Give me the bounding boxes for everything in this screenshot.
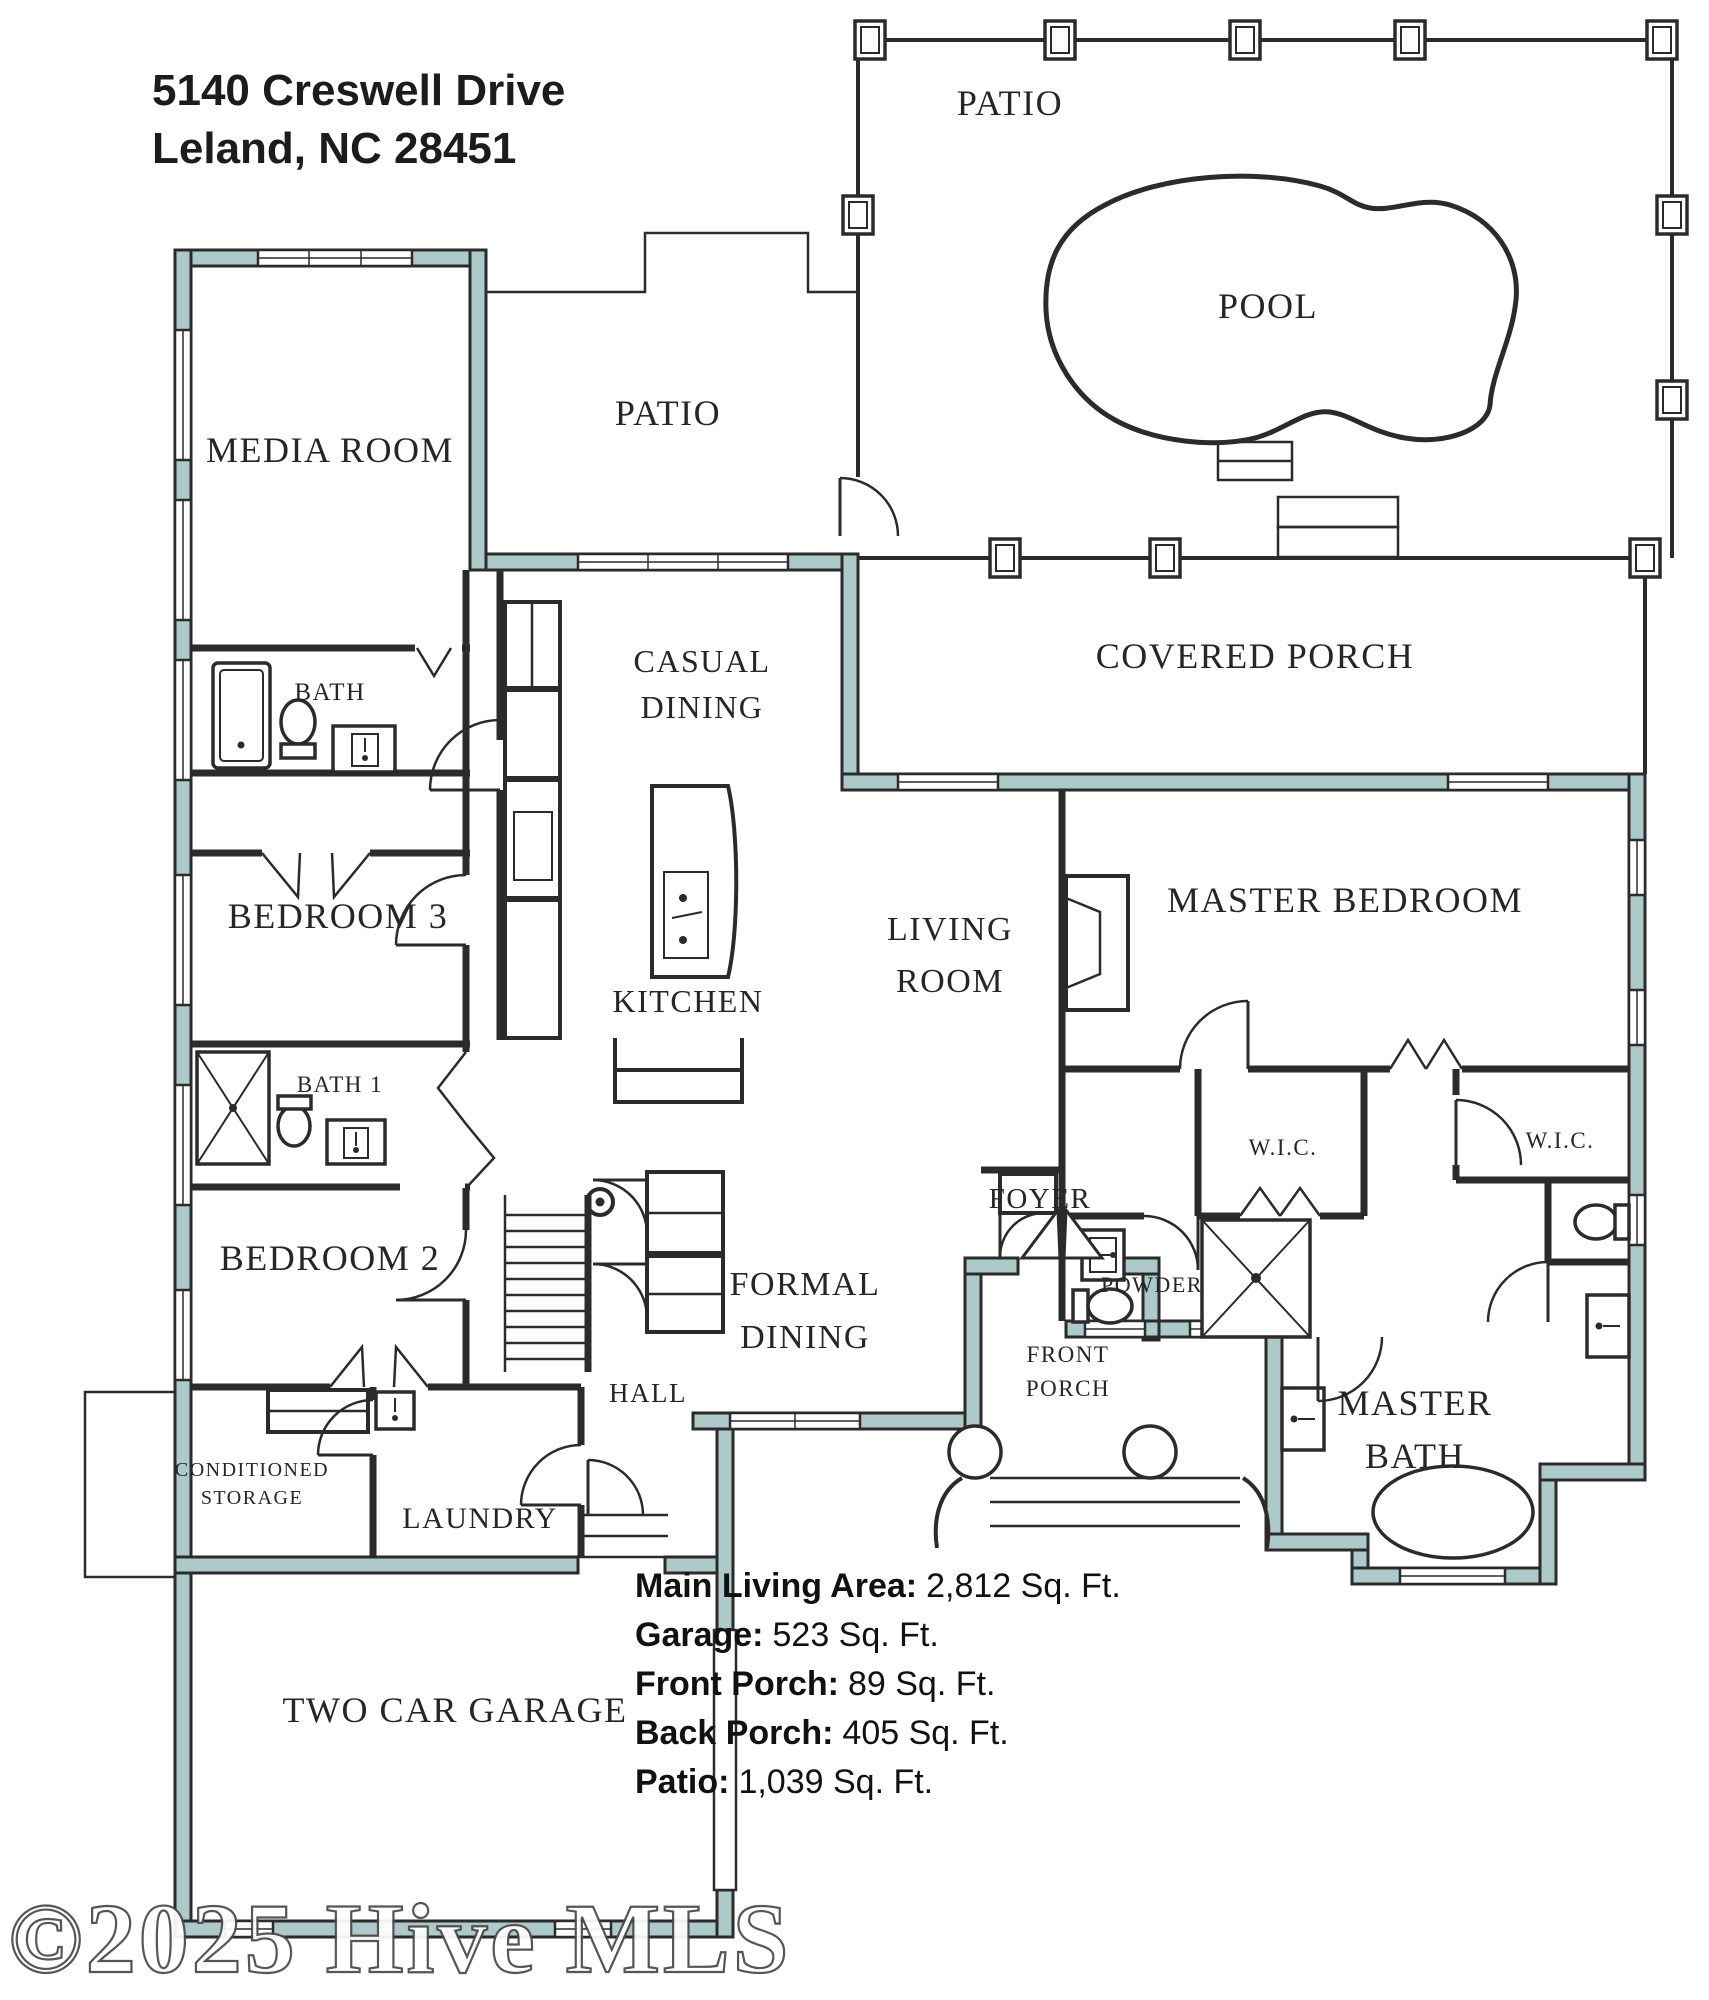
label-master-bath-2: BATH bbox=[1364, 1436, 1466, 1476]
kitchen-counters bbox=[505, 602, 560, 1038]
left-patio-outline bbox=[486, 233, 898, 536]
label-formal-2: DINING bbox=[740, 1319, 870, 1356]
label-covered-porch: COVERED PORCH bbox=[1095, 636, 1415, 676]
bath-sink-icon bbox=[333, 726, 395, 772]
label-bath1: BATH 1 bbox=[296, 1072, 384, 1097]
label-front-porch-1: FRONT bbox=[1026, 1342, 1110, 1367]
address-line-1: 5140 Creswell Drive bbox=[152, 66, 566, 115]
label-front-porch-2: PORCH bbox=[1025, 1376, 1111, 1401]
address-line-2: Leland, NC 28451 bbox=[152, 124, 517, 173]
stat-garage: Garage: 523 Sq. Ft. bbox=[635, 1616, 939, 1654]
bath1-shower-icon bbox=[197, 1052, 269, 1164]
wc-toilet-icon bbox=[1575, 1205, 1629, 1239]
patio-steps bbox=[1278, 497, 1398, 557]
master-vanity-right-icon bbox=[1587, 1295, 1629, 1357]
bedroom2-closet bbox=[268, 1390, 368, 1432]
front-porch-steps bbox=[936, 1426, 1268, 1548]
bath-toilet-icon bbox=[281, 700, 315, 758]
label-storage-2: STORAGE bbox=[200, 1487, 304, 1509]
pool-equipment-pad bbox=[1218, 442, 1292, 480]
stat-main-living: Main Living Area: 2,812 Sq. Ft. bbox=[635, 1567, 1121, 1605]
stat-patio: Patio: 1,039 Sq. Ft. bbox=[635, 1763, 934, 1801]
label-patio-small: PATIO bbox=[614, 393, 722, 433]
label-wic1: W.I.C. bbox=[1248, 1135, 1318, 1160]
master-tub-icon bbox=[1373, 1466, 1533, 1558]
label-bath: BATH bbox=[294, 679, 366, 706]
exterior-pad bbox=[85, 1392, 180, 1577]
label-media-room: MEDIA ROOM bbox=[205, 430, 455, 470]
label-foyer: FOYER bbox=[988, 1183, 1092, 1215]
label-living-1: LIVING bbox=[886, 911, 1014, 948]
label-casual-dining-1: CASUAL bbox=[633, 643, 771, 679]
stairs bbox=[505, 1189, 613, 1372]
label-wic2: W.I.C. bbox=[1525, 1128, 1595, 1153]
label-casual-dining-2: DINING bbox=[640, 689, 764, 725]
label-formal-1: FORMAL bbox=[729, 1266, 881, 1303]
label-patio-pool: PATIO bbox=[956, 83, 1064, 123]
label-storage-1: CONDITIONED bbox=[174, 1459, 330, 1481]
label-garage: TWO CAR GARAGE bbox=[282, 1690, 628, 1730]
stat-front-porch: Front Porch: 89 Sq. Ft. bbox=[635, 1665, 996, 1703]
bath1-sink-icon bbox=[327, 1120, 385, 1164]
label-laundry: LAUNDRY bbox=[402, 1502, 558, 1535]
label-bedroom3: BEDROOM 3 bbox=[227, 896, 449, 936]
label-pool: POOL bbox=[1217, 286, 1319, 326]
laundry-sink-icon bbox=[376, 1392, 414, 1429]
label-master-bath-1: MASTER bbox=[1337, 1383, 1493, 1423]
bath1-toilet-icon bbox=[278, 1096, 311, 1146]
address-title bbox=[152, 66, 565, 173]
fireplace-icon bbox=[1066, 876, 1128, 1010]
master-shower-icon bbox=[1202, 1220, 1310, 1337]
label-hall: HALL bbox=[609, 1378, 687, 1408]
label-living-2: ROOM bbox=[895, 963, 1005, 1000]
stat-back-porch: Back Porch: 405 Sq. Ft. bbox=[635, 1714, 1009, 1752]
area-stats bbox=[635, 1567, 1121, 1801]
mls-watermark: ©2025 Hive MLS bbox=[8, 1883, 792, 1994]
kitchen-island bbox=[652, 786, 736, 977]
label-powder: POWDER bbox=[1101, 1272, 1203, 1297]
label-bedroom2: BEDROOM 2 bbox=[219, 1238, 441, 1278]
bath-tub-icon bbox=[213, 663, 270, 768]
label-kitchen: KITCHEN bbox=[612, 983, 764, 1019]
label-master-bedroom: MASTER BEDROOM bbox=[1166, 880, 1524, 920]
